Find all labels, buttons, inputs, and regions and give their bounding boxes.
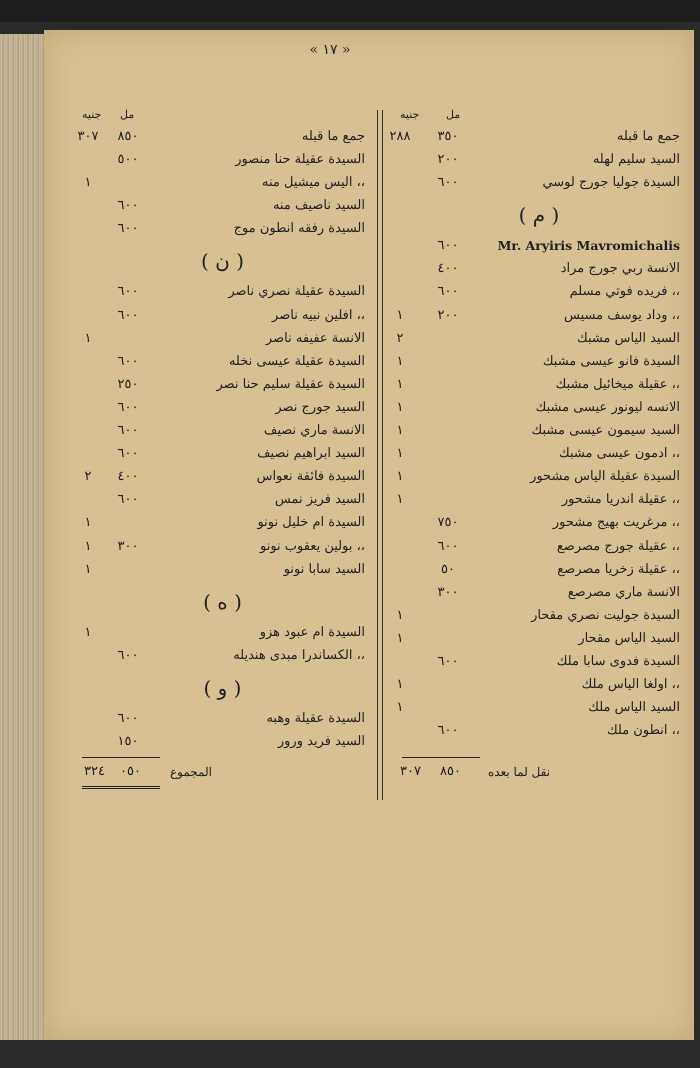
list-item	[80, 512, 365, 535]
amount-junayh: ١	[396, 446, 404, 462]
list-item	[398, 374, 680, 397]
mil-header: مل	[446, 108, 461, 121]
donor-name: السيدة فدوى سابا ملك	[556, 653, 680, 669]
amount-junayh: ١	[396, 307, 404, 323]
donor-name: ،، وداد يوسف مسيس	[564, 307, 680, 323]
list-item	[398, 397, 680, 420]
amount-mil: ٦٠٠	[117, 399, 139, 415]
list-item	[398, 235, 680, 258]
list-item	[80, 731, 365, 754]
amount-mil: ٣٥٠	[437, 129, 459, 144]
donor-name: السيد الياس ملك	[588, 700, 680, 716]
jun-header: جنيه	[400, 108, 420, 121]
donor-name: السيدة ام عبود هزو	[259, 624, 365, 640]
list-item	[80, 218, 365, 241]
amount-mil: ٥٠	[441, 561, 455, 577]
list-item	[80, 281, 365, 304]
donor-name: السيد فريد ورور	[277, 733, 365, 749]
donor-name: السيدة عقيلة الياس مشحور	[530, 469, 680, 485]
amount-junayh: ١	[396, 423, 404, 439]
list-item	[398, 258, 680, 281]
amount-mil: ٦٠٠	[117, 307, 139, 323]
donor-name: السيدة جوليت نصري مقحار	[531, 607, 680, 623]
amount-junayh: ١	[396, 492, 404, 508]
amount-mil: ٦٠٠	[117, 710, 139, 726]
amount-mil: ٦٠٠	[437, 284, 459, 300]
donor-name: السيدة عقيلة سليم حنا نصر	[216, 376, 365, 392]
right-column-header	[398, 108, 680, 126]
donor-name: ،، ادمون عيسى مشبك	[559, 446, 680, 462]
amount-mil: ٥٠٠	[117, 152, 139, 168]
donor-name: السيد الياس مشبك	[577, 330, 680, 346]
right-footer-mil: ٨٥٠	[440, 764, 461, 779]
donor-name: ،، انطون ملك	[606, 723, 680, 739]
list-item	[398, 351, 680, 374]
amount-junayh: ١	[84, 515, 92, 531]
amount-junayh: ١	[84, 561, 92, 577]
donor-name: ،، مرغريت بهيج مشحور	[552, 515, 680, 531]
donor-name: السيد سيمون عيسى مشبك	[531, 423, 680, 439]
donor-name: ،، اولغا الياس ملك	[581, 677, 680, 693]
list-item	[398, 582, 680, 605]
amount-junayh: ٣٠٧	[77, 129, 99, 144]
list-item	[398, 512, 680, 535]
list-item	[398, 420, 680, 443]
amount-mil: ٢٠٠	[437, 152, 459, 168]
left-column	[77, 108, 365, 754]
donor-name: ،، الكساندرا مبدى هنديله	[233, 647, 365, 663]
section-letter: ( م )	[518, 203, 560, 228]
donor-name: ،، عقيلة جورج مصرصع	[556, 538, 680, 554]
donor-name: ،، عقيلة اندريا مشحور	[561, 492, 680, 508]
list-item	[80, 645, 365, 668]
donor-name: الانسة ربي جورج مراد	[560, 261, 680, 277]
list-item	[80, 466, 365, 489]
donor-name: السيد الياس مقحار	[578, 630, 680, 646]
list-item	[80, 622, 365, 645]
right-footer-label: نقل لما بعده	[488, 765, 551, 779]
jun-header: جنيه	[82, 108, 102, 121]
amount-mil: ٤٠٠	[117, 469, 139, 485]
amount-mil: ٦٠٠	[117, 492, 139, 508]
right-column	[389, 108, 680, 743]
left-total-double-rule	[82, 786, 160, 789]
amount-junayh: ١	[84, 538, 92, 554]
list-item	[398, 466, 680, 489]
donor-name: السيدة عقيلة حنا منصور	[235, 152, 365, 168]
amount-junayh: ١	[84, 330, 92, 346]
list-item	[80, 489, 365, 512]
donor-name: السيدة عقيلة وهبه	[266, 710, 365, 726]
donor-name: ،، بولين يعقوب نونو	[260, 538, 365, 554]
donor-name: السيد سابا نونو	[283, 561, 365, 577]
amount-mil: ٦٠٠	[437, 238, 459, 254]
amount-mil: ٣٠٠	[117, 538, 139, 554]
amount-mil: ٦٠٠	[117, 284, 139, 300]
amount-mil: ٦٠٠	[117, 221, 139, 237]
right-total-rule	[402, 757, 480, 758]
donor-name: السيد ناصيف منه	[272, 198, 365, 214]
list-item	[398, 697, 680, 720]
donor-name: السيد سليم لهله	[592, 152, 680, 168]
donor-name: ،، عقيلة زخريا مصرصع	[557, 561, 680, 577]
donor-name: الانسه ليونور عيسى مشبك	[535, 399, 680, 415]
list-item	[80, 328, 365, 351]
amount-junayh: ١	[396, 376, 404, 392]
amount-junayh: ٢	[84, 469, 92, 485]
donor-name: السيدة عقيلة عيسى نخله	[228, 353, 365, 369]
donor-name: الانسة ماري مصرصع	[567, 584, 680, 600]
amount-mil: ٧٥٠	[437, 515, 459, 531]
list-item	[398, 149, 680, 172]
donor-name: جمع ما قبله	[616, 129, 680, 144]
list-item	[80, 420, 365, 443]
amount-junayh: ١	[396, 700, 404, 716]
list-item	[398, 674, 680, 697]
amount-mil: ٦٠٠	[437, 723, 459, 739]
list-item	[80, 708, 365, 731]
list-item	[77, 126, 365, 149]
donor-name: ،، عقيلة ميخائيل مشبك	[555, 376, 680, 392]
donor-name: السيدة ام خليل نونو	[257, 515, 365, 531]
amount-mil: ٦٠٠	[117, 647, 139, 663]
page-number: « ١٧ »	[309, 42, 351, 58]
amount-mil: ٦٠٠	[437, 653, 459, 669]
amount-junayh: ٢	[396, 330, 404, 346]
list-item	[389, 126, 680, 149]
donor-name: Mr. Aryiris Mavromichalis	[497, 238, 680, 254]
left-footer-label: المجموع	[170, 765, 212, 779]
list-item	[398, 305, 680, 328]
section-letter: ( و )	[203, 675, 242, 700]
list-item	[80, 149, 365, 172]
amount-junayh: ١	[84, 624, 92, 640]
amount-junayh: ١	[396, 607, 404, 623]
section-letter: ( ه )	[203, 589, 242, 614]
left-total-rule	[82, 757, 160, 758]
amount-mil: ١٥٠	[117, 733, 139, 749]
amount-junayh: ١	[396, 353, 404, 369]
mil-header: مل	[120, 108, 135, 121]
donor-name: ،، اليس ميشيل منه	[262, 175, 365, 191]
right-footer-jun: ٣٠٧	[400, 764, 421, 779]
section-letter: ( ن )	[200, 249, 245, 274]
list-item	[80, 351, 365, 374]
amount-junayh: ١	[84, 175, 92, 191]
list-item	[398, 172, 680, 195]
list-item	[80, 536, 365, 559]
list-item	[398, 605, 680, 628]
list-item	[398, 628, 680, 651]
amount-mil: ٦٠٠	[437, 538, 459, 554]
book-page-edges	[0, 34, 44, 1040]
amount-junayh: ١	[396, 469, 404, 485]
list-item	[398, 651, 680, 674]
list-item	[398, 328, 680, 351]
amount-junayh: ٢٨٨	[389, 129, 411, 144]
amount-junayh: ١	[396, 630, 404, 646]
donor-name: الانسة عفيفه ناصر	[265, 330, 365, 346]
donor-name: السيدة فائقة نعواس	[256, 469, 365, 485]
list-item	[80, 374, 365, 397]
list-item	[398, 443, 680, 466]
amount-mil: ٦٠٠	[117, 446, 139, 462]
amount-junayh: ١	[396, 677, 404, 693]
amount-mil: ٦٠٠	[117, 353, 139, 369]
left-footer-mil: ٠٥٠	[120, 764, 141, 779]
donor-name: السيد فريز نمس	[274, 492, 365, 508]
amount-mil: ٣٠٠	[437, 584, 459, 600]
left-column-header	[80, 108, 365, 126]
donor-name: السيد جورج نصر	[275, 399, 365, 415]
list-item	[80, 397, 365, 420]
donor-name: السيدة رفقه انطون موج	[233, 221, 365, 237]
donor-name: السيدة جوليا جورج لوسي	[542, 175, 680, 191]
list-item	[80, 443, 365, 466]
amount-mil: ٦٠٠	[437, 175, 459, 191]
donor-name: السيدة عقيلة نصري ناصر	[228, 284, 365, 300]
amount-mil: ٢٥٠	[117, 376, 139, 392]
list-item	[398, 281, 680, 304]
scanner-background	[0, 0, 700, 22]
list-item	[80, 195, 365, 218]
donor-name: ،، افلين نبيه ناصر	[272, 307, 365, 323]
donor-name: ،، فريده فوتي مسلم	[569, 284, 680, 300]
left-footer-jun: ٣٢٤	[84, 764, 105, 779]
list-item	[398, 536, 680, 559]
list-item	[398, 559, 680, 582]
list-item	[80, 172, 365, 195]
amount-mil: ٦٠٠	[117, 198, 139, 214]
list-item	[398, 720, 680, 743]
donor-name: السيدة فانو عيسى مشبك	[542, 353, 680, 369]
amount-mil: ٦٠٠	[117, 423, 139, 439]
amount-mil: ٨٥٠	[117, 129, 139, 144]
amount-mil: ٢٠٠	[437, 307, 459, 323]
donor-name: السيد ابراهيم نصيف	[257, 446, 365, 462]
amount-junayh: ١	[396, 399, 404, 415]
amount-mil: ٤٠٠	[437, 261, 459, 277]
donor-name: جمع ما قبله	[301, 129, 365, 144]
list-item	[398, 489, 680, 512]
donor-name: الانسة ماري نصيف	[263, 423, 365, 439]
list-item	[80, 559, 365, 582]
list-item	[80, 305, 365, 328]
